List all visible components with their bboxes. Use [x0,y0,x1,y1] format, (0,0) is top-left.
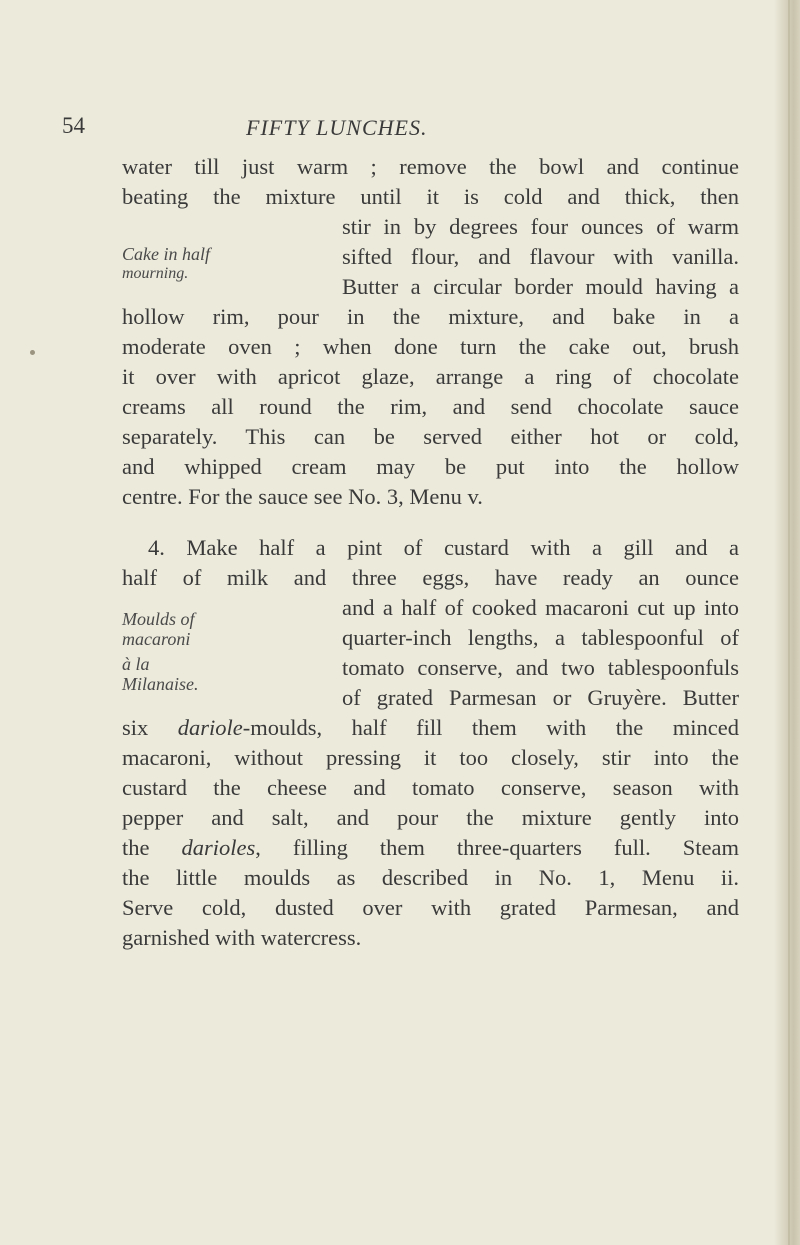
text-line: the little moulds as described in No. 1, Menu ii. [122,865,739,890]
text-line: pepper and salt, and pour the mixture gently into [122,805,739,830]
text-line: stir in by degrees four ounces of warm [342,214,739,239]
side-note-line: Milanaise. [122,674,199,694]
side-note-line: Moulds of [122,609,195,629]
text-line: half of milk and three eggs, have ready an ounce [122,565,739,590]
side-note-line: Cake in half [122,244,210,264]
italic-term: darioles [181,835,256,860]
text-line: garnished with watercress. [122,925,362,950]
text-line: Serve cold, dusted over with grated Parmesan, and [122,895,739,920]
text-line [122,713,739,743]
text-line: macaroni, without pressing it too closely, stir into the [122,745,739,770]
side-note-line: à la [122,654,150,674]
text-line: quarter-inch lengths, a tablespoonful of [342,625,739,650]
paper-speck [30,350,35,355]
text-line: beating the mixture until it is cold and thick, then [122,184,739,209]
text-segment: six [122,715,178,740]
page-edge-line [788,0,790,1245]
text-line [122,833,739,863]
text-line: hollow rim, pour in the mixture, and bake in a [122,304,739,329]
side-note-line: macaroni [122,629,191,649]
text-line: custard the cheese and tomato conserve, season with [122,775,739,800]
page-number: 54 [62,113,85,138]
side-note-line: mourning. [122,265,189,282]
text-line: moderate oven ; when done turn the cake out, brush [122,334,739,359]
text-line: Butter a circular border mould having a [342,274,739,299]
page-edge-shadow [774,0,800,1245]
text-line: water till just warm ; remove the bowl and continue [122,154,739,179]
italic-term: dariole [177,715,243,740]
text-line: it over with apricot glaze, arrange a ring of chocolate [122,364,739,389]
text-line: and whipped cream may be put into the hollow [122,454,739,479]
text-line: tomato conserve, and two tablespoonfuls [342,655,739,680]
text-segment: -moulds, half fill them with the minced [242,715,739,740]
running-title: FIFTY LUNCHES. [246,115,428,140]
text-line: creams all round the rim, and send chocolate sauce [122,394,739,419]
text-line: centre. For the sauce see No. 3, Menu v. [122,484,483,509]
text-segment: the [122,835,182,860]
text-line: 4. Make half a pint of custard with a gill and a [148,535,739,560]
text-segment: , filling them three-quarters full. Steam [255,835,739,860]
text-line: sifted flour, and flavour with vanilla. [342,244,739,269]
text-line: and a half of cooked macaroni cut up into [342,595,739,620]
text-line: of grated Parmesan or Gruyère. Butter [342,685,739,710]
text-line: separately. This can be served either hot or cold, [122,424,739,449]
